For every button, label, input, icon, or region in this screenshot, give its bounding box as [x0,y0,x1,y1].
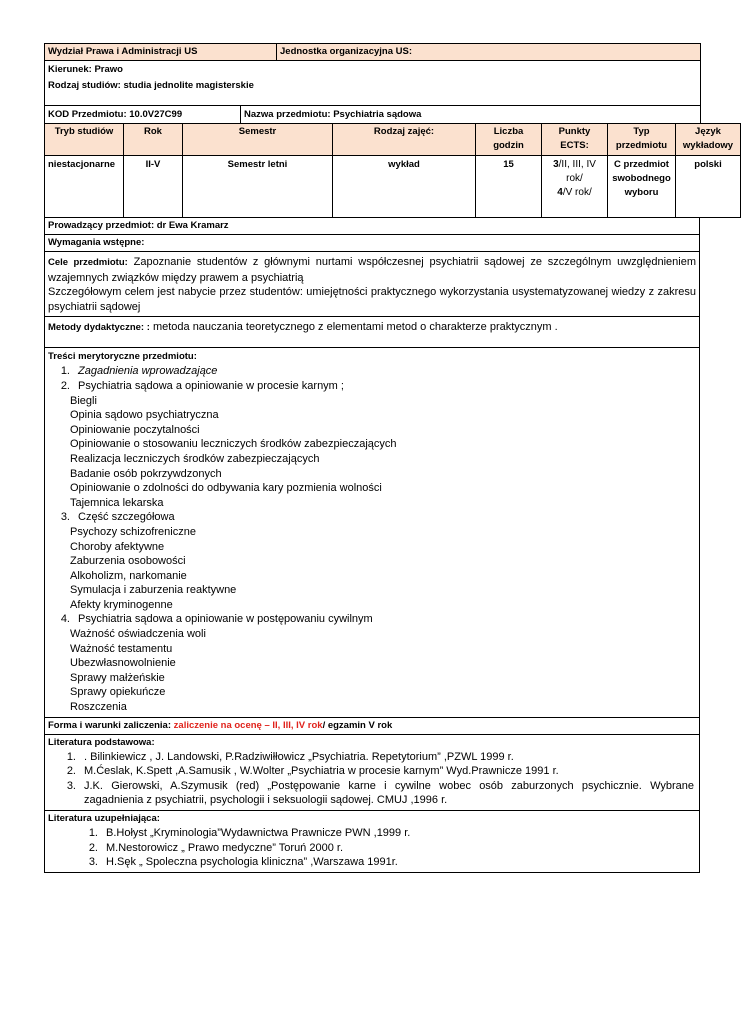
assessment-rest: / egzamin V rok [322,719,393,731]
content-section-number: 4. [60,613,70,626]
col-language-header: Język wykładowy [676,124,741,156]
col-ects-header: Punkty ECTS: [542,124,608,156]
literature-item-text: B.Hołyst „Kryminologia”Wydawnictwa Prawnicze PWN ,1999 r. [106,827,411,839]
course-syllabus [44,43,734,873]
literature-item-number: 2. [88,841,98,854]
content-item: Afekty kryminogenne [70,598,173,611]
content-item: Psychozy schizofreniczne [70,525,196,538]
content-item: Ubezwłasnowolnienie [70,657,176,670]
col-class-type-header: Rodzaj zajęć: [333,124,476,156]
content-section-title [48,364,696,379]
content-item: Choroby afektywne [70,540,165,553]
content-item: Roszczenia [70,701,127,714]
content-item: Alkoholizm, narkomanie [70,569,187,582]
unit-cell: Jednostka organizacyjna US: [277,44,701,61]
literature-item [62,779,696,808]
col-hours-header: Liczba godzin [476,124,542,156]
year-cell: II-V [124,156,183,218]
literature-item-text: M.Ćeslak, K.Spett ,A.Samusik , W.Wolter „Psychiatria w procesie karnym” Wyd.Prawnicze 1991 r. [84,765,559,778]
literature-item-number: 2. [66,765,76,778]
literature-item-number: 3. [66,779,76,792]
type-cell: C przedmiot swobodnego wyboru [608,156,676,218]
literature-item-text: J.K. Gierowski, A.Szymusik (red) „Postępowanie karne i cywilne wobec osób zaburzonych psychicznie. Wybrane zagadnienia z psychiatrii, psychologii i seksuologii sądowej. CMUJ ,1996 r. [84,779,694,807]
language-cell: polski [676,156,741,218]
ects-cell [542,156,608,218]
ects-value-a: 3 [553,159,559,170]
semester-cell: Semestr letni [183,156,333,218]
methods-text: metoda nauczania teoretycznego z elementami metod o charakterze praktycznym . [149,321,558,334]
literature-item [62,750,696,765]
content-list [48,364,696,714]
course-code-cell: KOD Przedmiotu: 10.0V27C99 [45,106,241,124]
assessment-highlight: zaliczenie na ocenę – II, III, IV rok [173,719,323,731]
content-item: Biegli [70,394,97,407]
content-section-number: 3. [60,511,70,524]
ects-note-b: /V rok/ [562,187,592,198]
literature-extra-cell [45,811,700,873]
literature-basic-list [48,750,696,808]
literature-item [84,826,696,841]
content-item: Opiniowanie poczytalności [70,423,200,436]
col-semester-header: Semestr [183,124,333,156]
goals-text-2: Szczegółowym celem jest nabycie przez studentów: umiejętności praktycznego wykorzystania usystematyzowanej wiedzy z zakresu psychiatrii sądowej [48,286,696,313]
col-mode-header: Tryb studiów [45,124,124,156]
content-label: Treści merytoryczne przedmiotu: [48,351,197,363]
goals-label: Cele przedmiotu: [48,257,128,268]
literature-basic-cell [45,734,700,810]
literature-extra-list [48,826,696,870]
content-item: Opiniowanie o stosowaniu leczniczych środków zabezpieczających [70,438,397,451]
literature-item-number: 3. [88,856,98,869]
literature-item-text: . Bilinkiewicz , J. Landowski, P.Radziwiłłowicz „Psychiatria. Repetytorium” ,PZWL 1999 r. [84,750,514,763]
literature-item [62,764,696,779]
literature-extra-label: Literatura uzupełniająca: [48,813,160,824]
content-section-label: Psychiatria sądowa a opiniowanie w postępowaniu cywilnym [78,613,373,626]
content-item: Badanie osób pokrzywdzonych [70,467,222,480]
content-section-label: Psychiatria sądowa a opiniowanie w procesie karnym ; [78,379,344,392]
goals-text-1-body: Zapoznanie studentów z głównymi nurtami współczesnej psychiatrii sądowej ze szczególnym uwzględnieniem wzajemnych związków między prawem a psychiatrią [48,256,696,284]
header-table [44,43,701,106]
content-section-label: Zagadnienia wprowadzające [78,365,218,378]
content-section-title [48,379,696,394]
literature-item [84,841,696,856]
literature-item-number: 1. [88,827,98,839]
content-section-number: 1. [60,365,70,378]
content-item: Ważność oświadczenia woli [70,628,206,641]
content-item: Realizacja leczniczych środków zabezpieczających [70,452,320,465]
content-section-number: 2. [60,379,70,392]
content-section-title [48,612,696,627]
content-section-title [48,510,696,525]
literature-item-text: H.Sęk „ Spoleczna psychologia kliniczna” ,Warszawa 1991r. [106,856,398,869]
hours-cell: 15 [476,156,542,218]
content-item: Sprawy opiekuńcze [70,686,166,699]
class-type-cell: wykład [333,156,476,218]
assessment-label: Forma i warunki zaliczenia: [48,719,174,731]
content-item: Sprawy małżeńskie [70,671,165,684]
literature-item-text: M.Nestorowicz „ Prawo medyczne” Toruń 2000 r. [106,841,343,854]
course-id-table [44,105,701,124]
mode-cell: niestacjonarne [45,156,124,218]
study-type-label: Rodzaj studiów: studia jednolite magisterskie [48,80,254,91]
content-item: Opiniowanie o zdolności do odbywania kary pozmienia wolności [70,482,382,495]
lecturer-cell: Prowadzący przedmiot: dr Ewa Kramarz [45,218,700,235]
methods-label: Metody dydaktyczne: : [48,322,150,334]
literature-item [84,855,696,870]
faculty-cell: Wydział Prawa i Administracji US [45,44,277,61]
course-name-cell: Nazwa przedmiotu: Psychiatria sądowa [241,106,701,124]
course-details-table [44,123,741,218]
content-cell [45,348,700,717]
content-item: Tajemnica lekarska [70,496,164,509]
content-item: Ważność testamentu [70,642,173,655]
ects-value-b: 4 [557,187,563,198]
content-item: Zaburzenia osobowości [70,555,186,568]
methods-cell [45,317,700,348]
col-year-header: Rok [124,124,183,156]
literature-basic-label: Literatura podstawowa: [48,736,155,748]
ects-note-a: /II, III, IV rok/ [558,159,596,184]
col-type-header: Typ przedmiotu [608,124,676,156]
sections-table [44,217,700,873]
content-item: Symulacja i zaburzenia reaktywne [70,584,237,597]
direction-label: Kierunek: Prawo [48,64,123,75]
program-cell [45,61,701,106]
prerequisites-cell: Wymagania wstępne: [45,235,700,252]
goals-cell [45,252,700,317]
literature-item-number: 1. [66,750,76,763]
content-item: Opinia sądowo psychiatryczna [70,409,219,422]
content-section-label: Część szczegółowa [78,511,175,524]
goals-text-1 [48,255,696,285]
assessment-cell [45,717,700,734]
